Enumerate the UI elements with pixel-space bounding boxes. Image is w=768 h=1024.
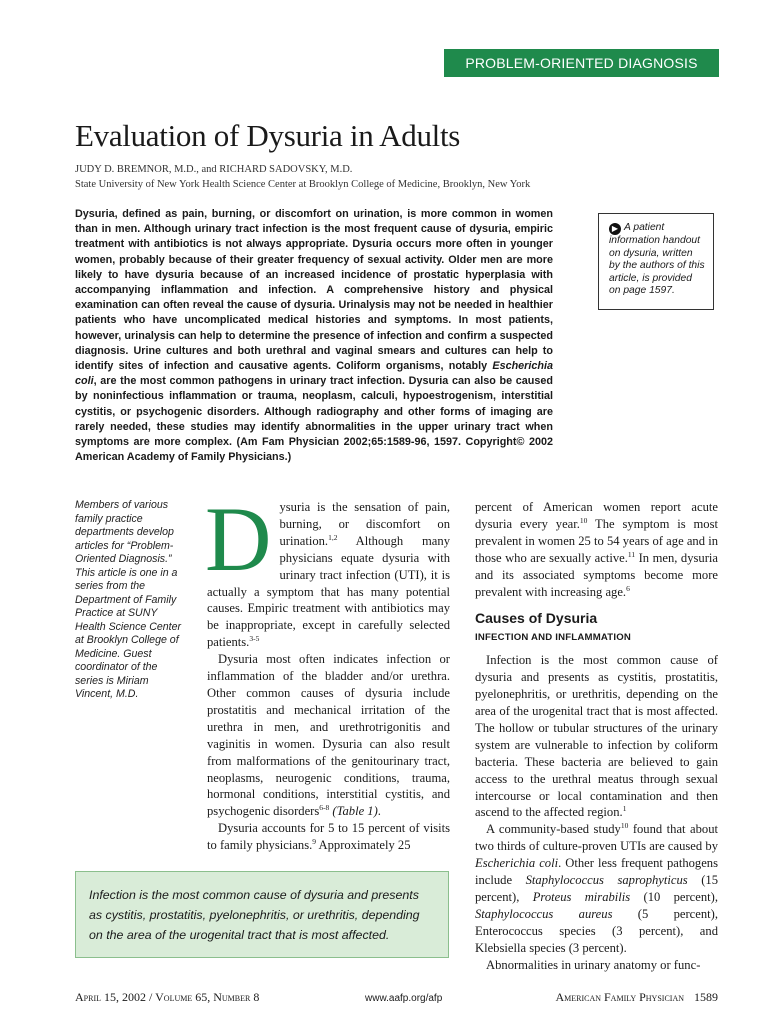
footer-issue: April 15, 2002 / Volume 65, Number 8 [75, 990, 260, 1004]
pull-quote: Infection is the most common cause of dysuria and presents as cystitis, prostatitis, pyelonephritis, or urethritis, depending on the area of the urogenital tract that is most affected. [75, 871, 449, 958]
paragraph: A community-based study$^{10}$ found that about two thirds of culture-proven UTIs are caused by Escherichia coli. Other less frequent pathogens include Staphylococcus saprophyticus (15 percent), Proteus mirabilis (10 percent), Staphylococcus aureus (5 percent), Enterococcus species (3 percent), and Klebsiella species (3 percent). [475, 821, 719, 955]
paragraph: Dysuria most often indicates infection or inflammation of the bladder and/or urethra. Other common causes of dysuria include prostatitis and mechanical irritation of the urethra in men, and urethrotrigonitis and vaginitis in women. Dysuria can also result from malformations of the genitourinary tract, neoplasms, neurogenic conditions, trauma, hormonal conditions, interstitial cystitis, and psychogenic disorders$^{6-8}$ (Table 1). [207, 652, 450, 819]
footer-url[interactable]: www.aafp.org/afp [365, 993, 443, 1004]
paragraph: Infection is the most common cause of dysuria and presents as cystitis, prostatitis, pyelonephritis, or urethritis, depending on the area of the urogenital tract that is most affected. The hollow or tubular structures of the urinary system are vulnerable to infection by coliform bacteria. These bacteria are believed to gain access to the urethral meatus through sexual intercourse or local contamination and then ascend to the affected region.$^1$ [475, 653, 718, 820]
section-heading: Causes of Dysuria [475, 610, 598, 627]
page-number: 1589 [694, 990, 718, 1004]
section-banner: PROBLEM-ORIENTED DIAGNOSIS [444, 49, 719, 77]
article-title: Evaluation of Dysuria in Adults [75, 118, 461, 153]
abstract-organism: Escherichia coli [75, 360, 553, 388]
paragraph: percent of American women report acute dysuria every year.$^{10}$ The symptom is most prevalent in women 25 to 54 years of age and in those who are sexually active.$^{11}$ In men, dysuria and its associated symptoms become more prevalent with increasing age.$^6$ [475, 500, 719, 599]
table-reference: (Table 1) [329, 804, 378, 819]
subsection-heading: INFECTION AND INFLAMMATION [475, 632, 632, 644]
body-column-middle [205, 488, 450, 854]
paragraph: Abnormalities in urinary anatomy or func- [486, 957, 701, 972]
patient-handout-note: ▶ A patient information handout on dysuria, written by the authors of this article, is provided on page 1597. [598, 213, 714, 310]
abstract: Dysuria, defined as pain, burning, or discomfort on urination, is more common in women than in men. Although urinary tract infection is the most frequent cause of dysuria, empiric treatment with antibiotics is not always appropriate. Dysuria occurs more often in younger women, probably because of their greater frequency of sexual activity. Older men are more likely to have dysuria because of an increased incidence of prostatic hyperplasia with accompanying inflammation and infection. A comprehensive history and physical examination can often reveal the cause of dysuria. Urinalysis may not be needed in healthier patients who have uncomplicated medical histories and symptoms. In most patients, however, urinalysis can help to determine the presence of infection and confirm a suspected diagnosis. Urine cultures and both urethral and vaginal smears and cultures can help to identify sites of infection and causative agents. Coliform organisms, notably Escherichia coli, are the most common pathogens in urinary tract infection. Dysuria can also be caused by noninfectious inflammation or trauma, neoplasm, calculi, hypoestrogenism, interstitial cystitis, or psychogenic disorders. Although radiography and other forms of imaging are rarely needed, these studies may identify abnormalities in the upper urinary tract when symptoms are more complex. (Am Fam Physician 2002;65:1589-96, 1597. Copyright© 2002 American Academy of Family Physicians.) [75, 208, 553, 464]
authors: JUDY D. BREMNOR, M.D., and RICHARD SADOVSKY, M.D. [75, 164, 353, 175]
paragraph: Dysuria accounts for 5 to 15 percent of visits to family physicians.$^9$ Approximately 25 [207, 821, 450, 853]
paragraph: ysuria is the sensation of pain, burning, or discomfort on urination.$^{1,2}$ Although many physicians equate dysuria with urinary tract infection (UTI), it is actually a symptom that has many potential causes. Empiric treatment with antibiotics may be inappropriate, except in carefully selected patients.$^{3-5}$ [207, 500, 450, 650]
drop-cap: D [205, 488, 272, 590]
body-column-right [475, 499, 718, 973]
series-sidenote: Members of various family practice departments develop articles for “Problem-Oriented Diagnosis.” This article is one in a series from the Department of Family Practice at SUNY Health Science Center at Brooklyn College of Medicine. Guest coordinator of the series is Miriam Vincent, M.D. [75, 499, 181, 700]
affiliation: State University of New York Health Science Center at Brooklyn College of Medicine, Brooklyn, New York [75, 179, 531, 190]
footer-journal: American Family Physician 1589 [555, 990, 718, 1004]
arrow-right-icon: ▶ [609, 223, 621, 235]
